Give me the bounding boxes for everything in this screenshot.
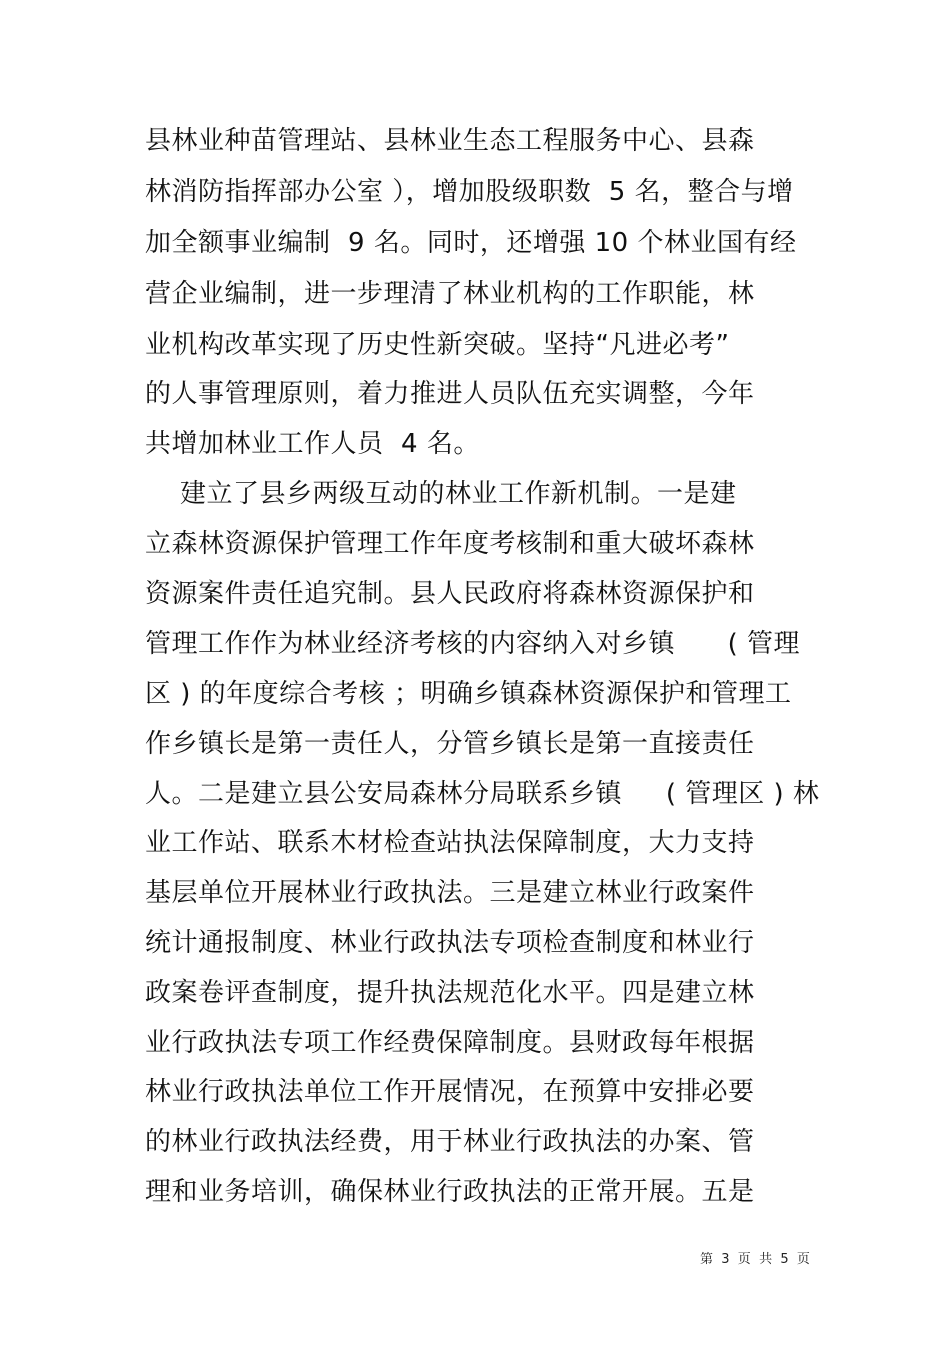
text-line: 统计通报制度、林业行政执法专项检查制度和林业行 <box>145 928 755 958</box>
text-line: 政案卷评查制度，提升执法规范化水平。四是建立林 <box>145 978 755 1008</box>
text-line: 业行政执法专项工作经费保障制度。县财政每年根据 <box>145 1028 755 1058</box>
text-line: 资源案件责任追究制。县人民政府将森林资源保护和 <box>145 579 755 609</box>
text-line: 林业行政执法单位工作开展情况，在预算中安排必要 <box>145 1077 755 1107</box>
text-line: 人。二是建立县公安局森林分局联系乡镇 ( 管理区 ) 林 <box>145 779 820 809</box>
text-line: 作乡镇长是第一责任人，分管乡镇长是第一直接责任 <box>145 729 755 759</box>
page-number-footer: 第 3 页 共 5 页 <box>700 1252 810 1267</box>
text-line: 林消防指挥部办公室 ），增加股级职数 5 名，整合与增 <box>145 177 794 207</box>
text-line: 县林业种苗管理站、县林业生态工程服务中心、县森 <box>145 126 755 156</box>
text-line: 立森林资源保护管理工作年度考核制和重大破坏森林 <box>145 529 755 559</box>
text-line: 建立了县乡两级互动的林业工作新机制。一是建 <box>145 479 737 509</box>
text-line: 的人事管理原则，着力推进人员队伍充实调整，今年 <box>145 379 755 409</box>
text-line: 基层单位开展林业行政执法。三是建立林业行政案件 <box>145 878 755 908</box>
text-line: 理和业务培训，确保林业行政执法的正常开展。五是 <box>145 1177 755 1207</box>
text-line: 区 ) 的年度综合考核 ；明确乡镇森林资源保护和管理工 <box>145 679 792 709</box>
text-line: 管理工作作为林业经济考核的内容纳入对乡镇 ( 管理 <box>145 629 800 659</box>
text-line: 的林业行政执法经费，用于林业行政执法的办案、管 <box>145 1127 755 1157</box>
text-line: 共增加林业工作人员 4 名。 <box>145 429 480 459</box>
text-line: 业机构改革实现了历史性新突破。坚持“凡进必考” <box>145 330 730 360</box>
text-line: 业工作站、联系木材检查站执法保障制度，大力支持 <box>145 828 755 858</box>
text-line: 加全额事业编制 9 名。同时，还增强 10 个林业国有经 <box>145 228 797 258</box>
text-line: 营企业编制，进一步理清了林业机构的工作职能，林 <box>145 279 755 309</box>
